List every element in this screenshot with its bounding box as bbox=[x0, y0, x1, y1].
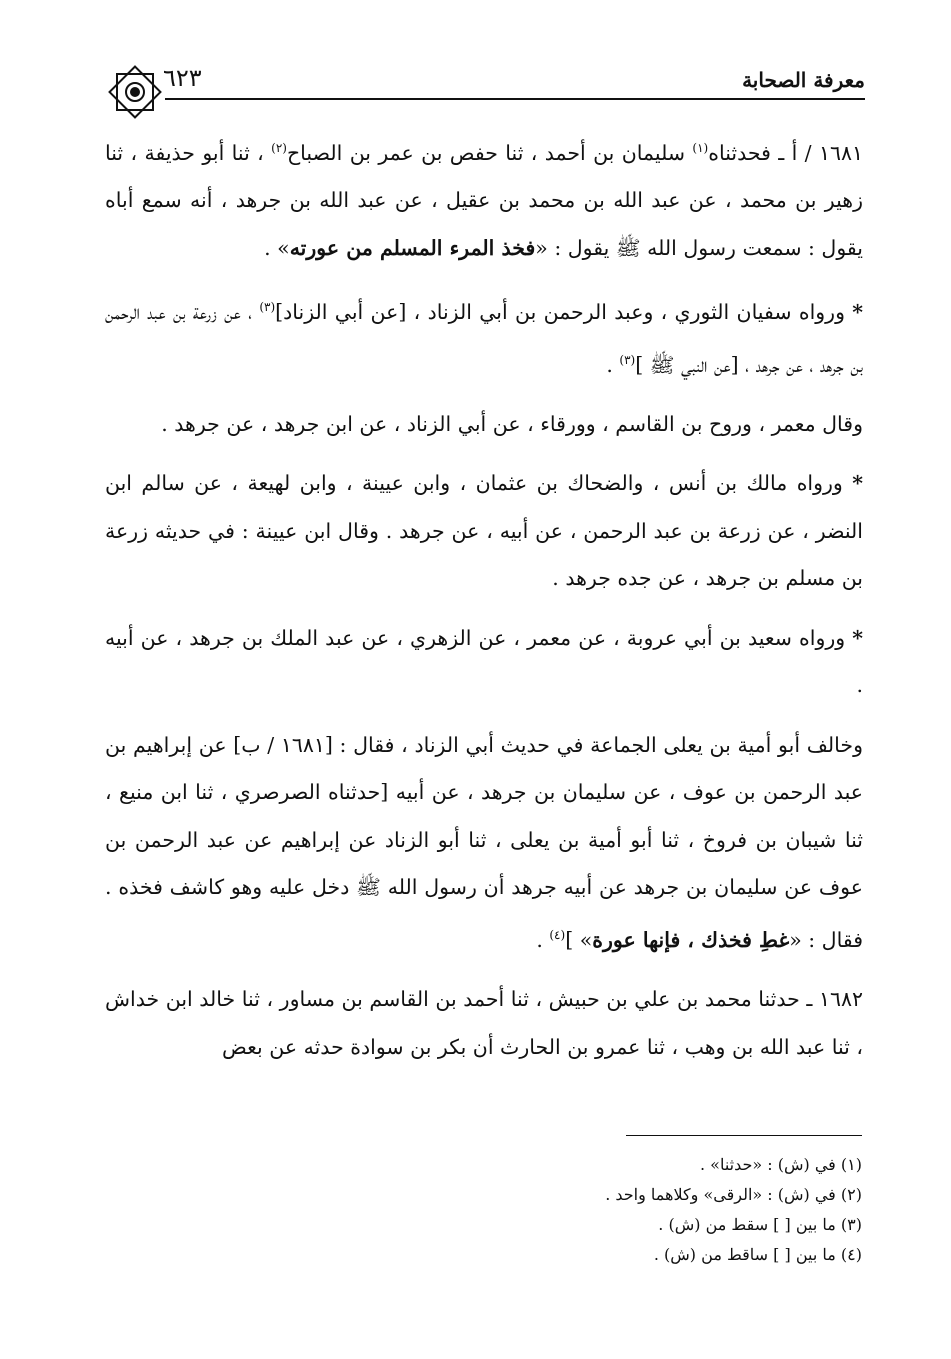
text-run: سليمان بن أحمد ، ثنا حفص بن عمر بن الصباح bbox=[286, 140, 693, 165]
footnote-ref: (٣) bbox=[619, 352, 636, 367]
footnote-ref: (١) bbox=[692, 141, 709, 155]
text-run: ، ثنا أبو حذيفة ، ثنا زهير بن محمد ، عن عبد الله بن محمد بن عقيل ، عن عبد الله بن جرهد ، أنه سمع أباه يقول : سمعت رسول الله ﷺ يقول : « bbox=[105, 140, 863, 260]
hadith-quote: فخذ المرء المسلم من عورته bbox=[289, 235, 536, 260]
asterisk-marker: * bbox=[852, 300, 864, 325]
footnote-ref: (٤) bbox=[549, 927, 566, 942]
header-rule bbox=[165, 98, 865, 100]
asterisk-marker: * bbox=[852, 625, 863, 650]
page-number: ٦٢٣ bbox=[163, 64, 202, 92]
text-run: ورواه سعيد بن أبي عروبة ، عن معمر ، عن الزهري ، عن عبد الملك بن جرهد ، عن أبيه . bbox=[105, 625, 863, 698]
paragraph-qala-mamar: وقال معمر ، وروح بن القاسم ، وورقاء ، عن أبي الزناد ، عن ابن جرهد ، عن جرهد . bbox=[161, 411, 863, 436]
text-run: ١٦٨١ / أ ـ فحدثناه bbox=[708, 140, 863, 165]
footnote-rule bbox=[626, 1135, 862, 1136]
text-run: » . bbox=[264, 235, 290, 260]
main-text bbox=[105, 125, 863, 1075]
footnote-4: (٤) ما بين [ ] ساقط من (ش) . bbox=[653, 1245, 862, 1264]
text-run: ورواه سفيان الثوري ، وعبد الرحمن بن أبي الزناد ، [عن أبي الزناد] bbox=[275, 300, 853, 325]
paragraph-riwaya-said bbox=[105, 615, 863, 710]
footnote-3: (٣) ما بين [ ] سقط من (ش) . bbox=[658, 1215, 862, 1234]
text-run: ورواه مالك بن أنس ، والضحاك بن عثمان ، وابن عيينة ، وابن لهيعة ، عن سالم ابن النضر ، عن زرعة بن عبد الرحمن ، عن أبيه ، عن جرهد . وقال ابن عيينة : في حديثه زرعة بن مسلم بن جرهد ، عن جده جرهد . bbox=[105, 471, 863, 591]
text-run: وخالف أبو أمية بن يعلى الجماعة في حديث أبي الزناد ، فقال : [١٦٨١ / ب] عن إبراهيم بن عبد الرحمن بن عوف ، عن سليمان بن جرهد ، عن أبيه [حدثناه الصرصري ، ثنا ابن منيع ، ثنا شيبان بن فروخ ، ثنا أبو أمية بن يعلى ، ثنا أبو الزناد عن إبراهيم عن عبد الرحمن بن عوف عن سليمان بن جرهد عن أبيه جرهد أن رسول الله ﷺ دخل عليه وهو كاشف فخذه . فقال : « bbox=[105, 732, 863, 952]
star-ornament-icon bbox=[105, 62, 165, 122]
paragraph-khalafa bbox=[105, 722, 863, 964]
footnote-2: (٢) في (ش) : «الرقى» وكلاهما واحد . bbox=[605, 1185, 862, 1204]
footnote-1: (١) في (ش) : «حدثنا» . bbox=[699, 1155, 862, 1174]
hadith-quote: غطِ فخذك ، فإنها عورة bbox=[592, 927, 790, 952]
paragraph-riwaya-thawri bbox=[105, 284, 863, 389]
book-title: معرفة الصحابة bbox=[742, 68, 865, 92]
asterisk-marker: * bbox=[852, 471, 863, 496]
paragraph-hadith-1682: ١٦٨٢ ـ حدثنا محمد بن علي بن حبيش ، ثنا أحمد بن القاسم بن مساور ، ثنا خالد ابن خداش ، ثنا عبد الله بن وهب ، ثنا عمرو بن الحارث أن بكر بن سوادة حدثه عن بعض bbox=[105, 987, 863, 1059]
footnote-ref: (٣) bbox=[259, 300, 276, 315]
text-run: » ] bbox=[565, 927, 593, 952]
paragraph-riwaya-malik bbox=[105, 460, 863, 603]
paragraph-hadith-1681 bbox=[105, 125, 863, 272]
text-run: ، عن زرعة بن عبد الرحمن بن جرهد ، عن جرهد ، [عن النبي ﷺ ] bbox=[105, 300, 863, 377]
footnote-ref: (٢) bbox=[271, 141, 287, 155]
text-run: . bbox=[536, 927, 550, 952]
text-run: . bbox=[606, 352, 620, 377]
